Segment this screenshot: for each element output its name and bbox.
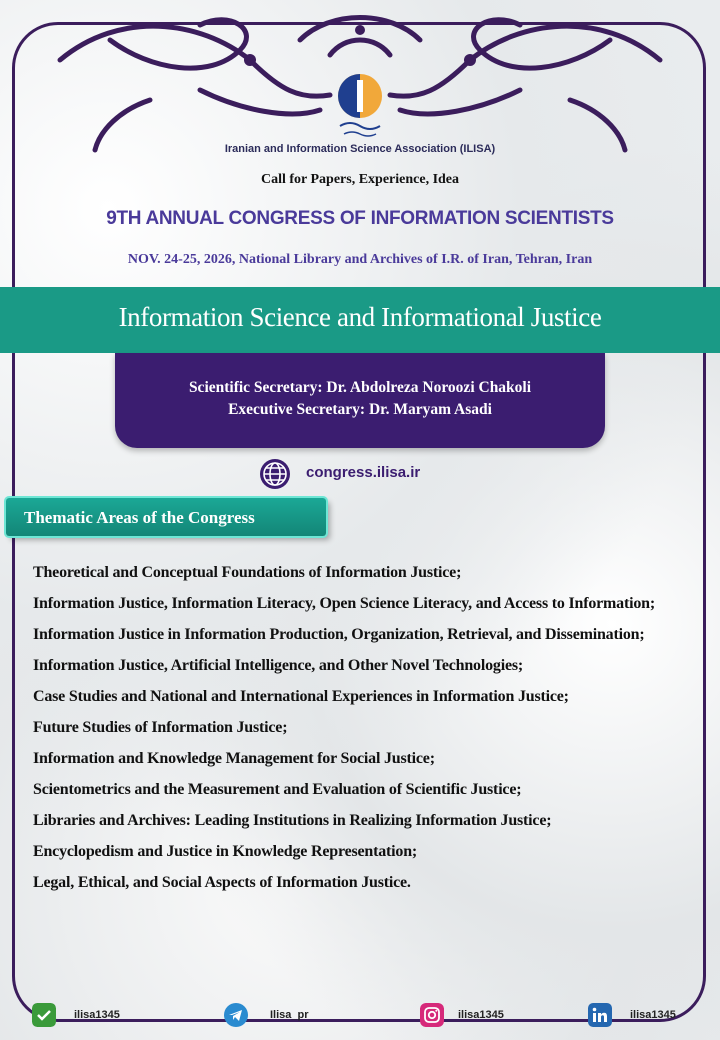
telegram-icon bbox=[224, 1003, 248, 1027]
globe-icon bbox=[258, 458, 292, 490]
linkedin-handle: ilisa1345 bbox=[630, 1009, 676, 1021]
social-telegram[interactable] bbox=[224, 1003, 334, 1031]
topics-list bbox=[33, 562, 691, 903]
topic-item: Theoretical and Conceptual Foundations of Information Justice; bbox=[33, 564, 462, 581]
congress-title: 9TH ANNUAL CONGRESS OF INFORMATION SCIENTISTS bbox=[106, 208, 614, 229]
website-url[interactable]: congress.ilisa.ir bbox=[306, 464, 421, 481]
thematic-heading: Thematic Areas of the Congress bbox=[24, 508, 255, 527]
eitaa-handle: ilisa1345 bbox=[74, 1009, 120, 1021]
telegram-handle: Ilisa_pr bbox=[270, 1009, 309, 1021]
scientific-secretary: Scientific Secretary: Dr. Abdolreza Noroozi Chakoli bbox=[188, 379, 532, 396]
congress-theme: Information Science and Informational Justice bbox=[118, 302, 602, 332]
topic-item: Legal, Ethical, and Social Aspects of Information Justice. bbox=[33, 874, 411, 891]
social-instagram[interactable] bbox=[420, 1003, 540, 1031]
social-eitaa[interactable] bbox=[32, 1003, 152, 1031]
association-name: Iranian and Information Science Association (ILISA) bbox=[224, 143, 496, 155]
topic-item: Encyclopedism and Justice in Knowledge Representation; bbox=[33, 843, 418, 860]
date-location: NOV. 24-25, 2026, National Library and Archives of I.R. of Iran, Tehran, Iran bbox=[127, 252, 593, 267]
call-for-papers: Call for Papers, Experience, Idea bbox=[260, 172, 460, 187]
linkedin-icon bbox=[588, 1003, 612, 1027]
topic-item: Information Justice in Information Production, Organization, Retrieval, and Dissemination; bbox=[33, 626, 645, 643]
social-footer bbox=[0, 1003, 720, 1033]
thematic-heading-banner bbox=[6, 494, 342, 540]
ilisa-logo bbox=[334, 72, 386, 140]
topic-item: Libraries and Archives: Leading Institutions in Realizing Information Justice; bbox=[33, 812, 552, 829]
topic-item: Future Studies of Information Justice; bbox=[33, 719, 288, 736]
instagram-handle: ilisa1345 bbox=[458, 1009, 504, 1021]
topic-item: Information Justice, Information Literacy, Open Science Literacy, and Access to Information; bbox=[33, 595, 655, 612]
website-link[interactable] bbox=[258, 458, 478, 490]
executive-secretary: Executive Secretary: Dr. Maryam Asadi bbox=[228, 401, 492, 418]
topic-item: Case Studies and National and International Experiences in Information Justice; bbox=[33, 688, 569, 705]
eitaa-icon bbox=[32, 1003, 56, 1027]
instagram-icon bbox=[420, 1003, 444, 1027]
topic-item: Information and Knowledge Management for Social Justice; bbox=[33, 750, 435, 767]
topic-item: Scientometrics and the Measurement and Evaluation of Scientific Justice; bbox=[33, 781, 522, 798]
topic-item: Information Justice, Artificial Intelligence, and Other Novel Technologies; bbox=[33, 657, 524, 674]
social-linkedin[interactable] bbox=[588, 1003, 698, 1031]
secretaries-box bbox=[115, 353, 605, 448]
